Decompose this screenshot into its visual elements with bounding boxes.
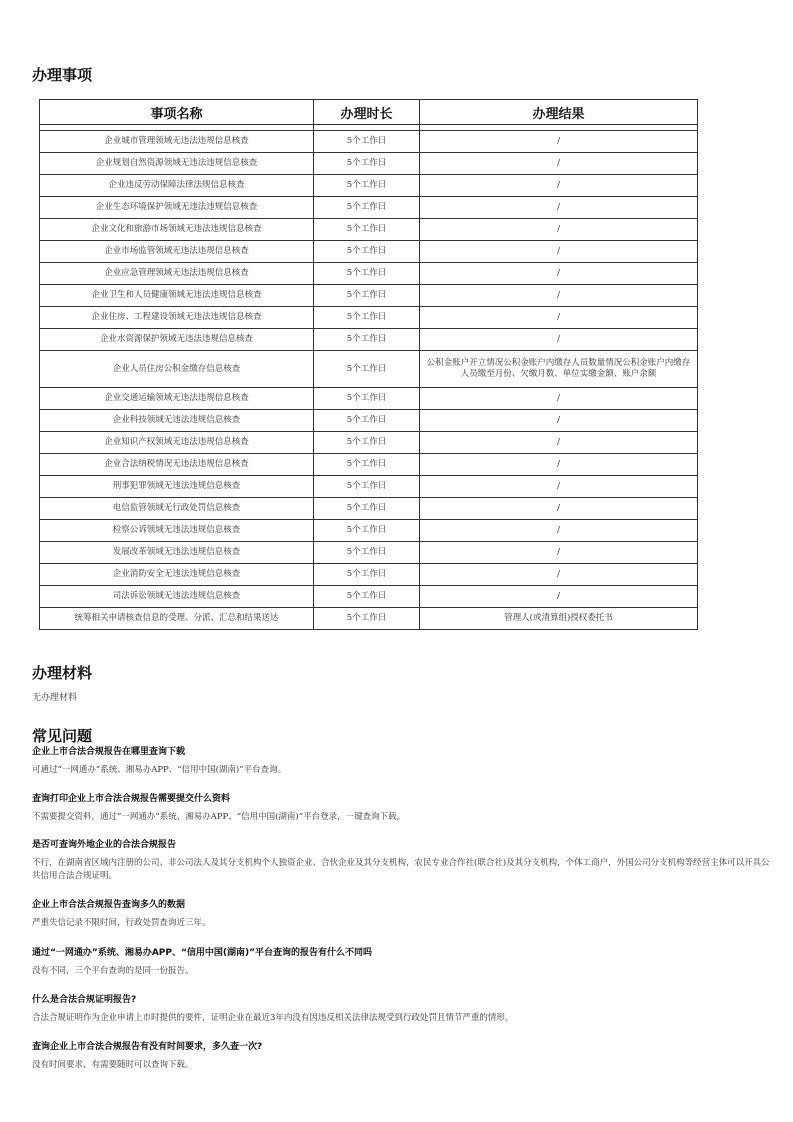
result-cell: / — [420, 498, 698, 520]
table-row — [40, 520, 698, 542]
item-name-cell: 企业科技领域无违法违规信息核查 — [40, 410, 314, 432]
faq-answer: 合法合规证明作为企业申请上市时提供的要件，证明企业在最近3年内没有因违反相关法律法规受到行政处罚且情节严重的情形。 — [32, 1013, 514, 1023]
result-cell: / — [420, 153, 698, 175]
item-name-cell: 电信监管领域无行政处罚信息核查 — [40, 498, 314, 520]
table-row — [40, 586, 698, 608]
result-cell: / — [420, 285, 698, 307]
duration-cell: 5个工作日 — [314, 520, 420, 542]
duration-cell: 5个工作日 — [314, 498, 420, 520]
faq-answer: 没有不同，三个平台查询的是同一份报告。 — [32, 966, 194, 976]
faq-item — [32, 899, 772, 930]
result-cell: / — [420, 131, 698, 153]
section-title-items: 办理事项 — [32, 66, 93, 84]
item-name-cell: 企业规划自然资源领域无违法违规信息核查 — [40, 153, 314, 175]
duration-cell: 5个工作日 — [314, 608, 420, 630]
duration-cell: 5个工作日 — [314, 432, 420, 454]
duration-cell: 5个工作日 — [314, 153, 420, 175]
table-row — [40, 241, 698, 263]
result-cell: / — [420, 388, 698, 410]
header-item-name: 事项名称 — [40, 100, 314, 125]
duration-cell: 5个工作日 — [314, 388, 420, 410]
faq-answer: 没有时间要求，有需要随时可以查询下载。 — [32, 1060, 194, 1070]
item-name-cell: 企业市场监管领域无违法违规信息核查 — [40, 241, 314, 263]
result-cell: / — [420, 329, 698, 351]
table-row — [40, 410, 698, 432]
item-name-cell: 企业违反劳动保障法律法规信息核查 — [40, 175, 314, 197]
duration-cell: 5个工作日 — [314, 329, 420, 351]
faq-item — [32, 746, 772, 777]
item-name-cell: 企业住房、工程建设领域无违法违规信息核查 — [40, 307, 314, 329]
result-cell: / — [420, 454, 698, 476]
table-row — [40, 432, 698, 454]
item-name-cell: 企业水资源保护领域无违法违规信息核查 — [40, 329, 314, 351]
faq-answer: 不行，在湖南省区域内注册的公司、非公司法人及其分支机构个人独资企业、合伙企业及其分支机构，农民专业合作社(联合社)及其分支机构，个体工商户，外国公司分支机构等经营主体可以开具公共信用合法合规证明。 — [32, 858, 770, 881]
table-row — [40, 175, 698, 197]
section-title-faq: 常见问题 — [32, 727, 93, 745]
item-name-cell: 企业知识产权领域无违法违规信息核查 — [40, 432, 314, 454]
table-row — [40, 608, 698, 630]
duration-cell: 5个工作日 — [314, 197, 420, 219]
table-row — [40, 197, 698, 219]
duration-cell: 5个工作日 — [314, 241, 420, 263]
item-name-cell: 企业文化和旅游市场领域无违法违规信息核查 — [40, 219, 314, 241]
faq-question: 查询企业上市合法合规报告有没有时间要求，多久查一次? — [32, 1042, 263, 1052]
duration-cell: 5个工作日 — [314, 410, 420, 432]
duration-cell: 5个工作日 — [314, 131, 420, 153]
faq-item — [32, 947, 772, 978]
result-cell: / — [420, 520, 698, 542]
duration-cell: 5个工作日 — [314, 263, 420, 285]
item-name-cell: 发展改革领域无违法违规信息核查 — [40, 542, 314, 564]
faq-question: 企业上市合法合规报告在哪里查询下载 — [32, 747, 186, 757]
table-row — [40, 542, 698, 564]
faq-answer: 不需要提交资料，通过“一网通办”系统、湘易办APP、“信用中国(湖南)”平台登录，一键查询下载。 — [32, 812, 406, 822]
result-cell: / — [420, 263, 698, 285]
table-row — [40, 219, 698, 241]
faq-question: 什么是合法合规证明报告? — [32, 995, 137, 1005]
duration-cell: 5个工作日 — [314, 285, 420, 307]
item-name-cell: 企业人员住房公积金缴存信息核查 — [40, 351, 314, 388]
item-name-cell: 企业合法纳税情况无违法违规信息核查 — [40, 454, 314, 476]
faq-question: 是否可查询外地企业的合法合规报告 — [32, 840, 177, 850]
result-cell: / — [420, 197, 698, 219]
duration-cell: 5个工作日 — [314, 175, 420, 197]
table-row — [40, 329, 698, 351]
table-row — [40, 454, 698, 476]
header-result: 办理结果 — [420, 100, 698, 125]
table-row — [40, 131, 698, 153]
duration-cell: 5个工作日 — [314, 219, 420, 241]
result-cell: 公积金账户开立情况公积金账户内缴存人员数量情况公积金账户内缴存人员缴至月份、欠缴月数、单位实缴金额、账户余额 — [420, 351, 698, 388]
faq-item — [32, 994, 772, 1025]
result-cell: / — [420, 586, 698, 608]
items-table — [39, 99, 698, 630]
item-name-cell: 企业交通运输领域无违法违规信息核查 — [40, 388, 314, 410]
table-row — [40, 153, 698, 175]
table-row — [40, 498, 698, 520]
result-cell: / — [420, 476, 698, 498]
result-cell: / — [420, 241, 698, 263]
table-row — [40, 388, 698, 410]
duration-cell: 5个工作日 — [314, 351, 420, 388]
result-cell: / — [420, 410, 698, 432]
faq-question: 通过“一网通办”系统、湘易办APP、“信用中国(湖南)”平台查询的报告有什么不同吗 — [32, 948, 373, 958]
result-cell: / — [420, 432, 698, 454]
table-body — [40, 125, 698, 630]
duration-cell: 5个工作日 — [314, 564, 420, 586]
item-name-cell: 检察公诉领域无违法违规信息核查 — [40, 520, 314, 542]
table-row — [40, 564, 698, 586]
table-row — [40, 351, 698, 388]
table-row — [40, 307, 698, 329]
item-name-cell: 司法诉讼领域无违法违规信息核查 — [40, 586, 314, 608]
item-name-cell: 企业消防安全无违法违规信息核查 — [40, 564, 314, 586]
faq-item — [32, 839, 772, 883]
item-name-cell: 企业城市管理领域无违法违规信息核查 — [40, 131, 314, 153]
table-header-row — [40, 100, 698, 125]
duration-cell: 5个工作日 — [314, 586, 420, 608]
faq-answer: 可通过“一网通办”系统、湘易办APP、“信用中国(湖南)”平台查询。 — [32, 765, 287, 775]
faq-answer: 严重失信记录不限时间，行政处罚查询近三年。 — [32, 918, 211, 928]
faq-question: 查询打印企业上市合法合规报告需要提交什么资料 — [32, 794, 231, 804]
duration-cell: 5个工作日 — [314, 307, 420, 329]
result-cell: / — [420, 542, 698, 564]
duration-cell: 5个工作日 — [314, 454, 420, 476]
item-name-cell: 统筹相关申请核查信息的受理、分派、汇总和结果送达 — [40, 608, 314, 630]
faq-item — [32, 1041, 772, 1072]
item-name-cell: 企业应急管理领域无违法违规信息核查 — [40, 263, 314, 285]
item-name-cell: 企业卫生和人员健康领域无违法违规信息核查 — [40, 285, 314, 307]
item-name-cell: 刑事犯罪领域无违法违规信息核查 — [40, 476, 314, 498]
result-cell: / — [420, 175, 698, 197]
duration-cell: 5个工作日 — [314, 542, 420, 564]
table-row — [40, 263, 698, 285]
table-row — [40, 476, 698, 498]
section-title-materials: 办理材料 — [32, 664, 93, 682]
result-cell: / — [420, 219, 698, 241]
materials-text: 无办理材料 — [32, 693, 78, 703]
table-row — [40, 285, 698, 307]
faq-item — [32, 793, 772, 824]
result-cell: 管理人(或清算组)授权委托书 — [420, 608, 698, 630]
result-cell: / — [420, 307, 698, 329]
item-name-cell: 企业生态环境保护领域无违法违规信息核查 — [40, 197, 314, 219]
faq-question: 企业上市合法合规报告查询多久的数据 — [32, 900, 186, 910]
result-cell: / — [420, 564, 698, 586]
header-duration: 办理时长 — [314, 100, 420, 125]
duration-cell: 5个工作日 — [314, 476, 420, 498]
